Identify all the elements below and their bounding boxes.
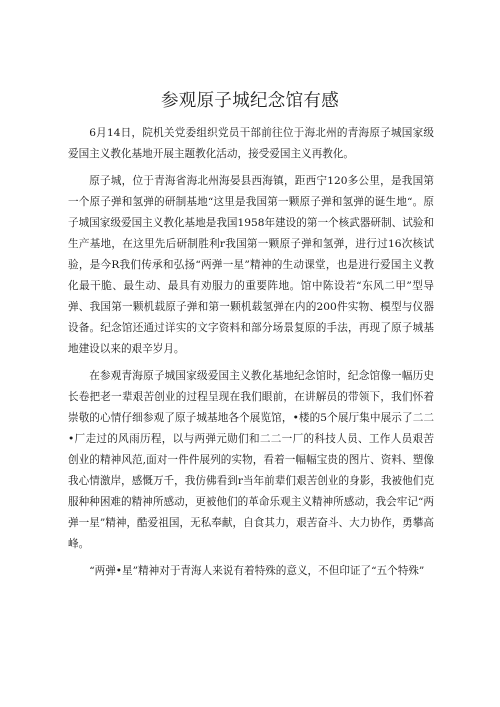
paragraph-4: “两弹•星”精神对于青海人来说有着特殊的意义，不但印证了“五个特殊” — [89, 565, 425, 577]
paragraph-2: 原子城，位于青海省海北州海晏县西海镇，距西宁120多公里，是我国第一个原子弹和氢弹的研制基地“这里是我国第一颗原子弹和氢弹的诞生地“。原子城国家级爱国主义教化基地是我国1958年建设的第一个核武器研制、试验和生产基地，在这里先后研制胜利r我国第一颗原子弹和氢弹，进行过16次核试验，是今R我们传承和弘扬“两弹一星”精神的生动课堂，也是进行爱国主义教化最干脆、最生动、最具有劝服力的重要阵地。馆中陈设若“东风二甲”型导弹、我国第一颗机载原子弹和第一颗机载氢弹在内的200件实物、模型与仪器设备。纪念馆还通过详实的文字资料和部分场景复原的手法，再现了原子城基地建设以来的艰辛岁月。 — [68, 175, 434, 355]
paragraph-3: 在参观青海原子城国家级爱国主义教化基地纪念馆时，纪念馆像一幅历史长卷把老一辈艰苦创业的过程呈现在我们眼前，在讲解员的带领下，我们怀着崇敬的心情仔细参观了原子城基地各个展览馆，•楼的5个展厅集中展示了二二•厂走过的风雨历程，以与两弹元勋们和二二一厂的科技人员、工作人员艰苦创业的精神风范,面对一件件展列的实物，看着一幅幅宝贵的图片、资料、塑像我心情激岸，感慨万千，我仿佛看到r当年前辈们艰苦创业的身影，我被他们克服种种困难的精神所感动，更被他们的革命乐观主义精神所感动，我会牢记“两弹一星”精神，酷爱祖国，无私奉献，自食其力，艰苦奋斗、大力协作，勇攀高峰。 — [68, 370, 434, 550]
document-title: 参观原子城纪念馆有感 — [161, 91, 339, 111]
paragraph-1: 6月14日，院机关党委组织党员干部前往位于海北州的青海原子城国家级爱国主义教化基地开展主题教化活动，接受爱国主义再教化。 — [68, 127, 434, 160]
document-body — [68, 123, 434, 582]
